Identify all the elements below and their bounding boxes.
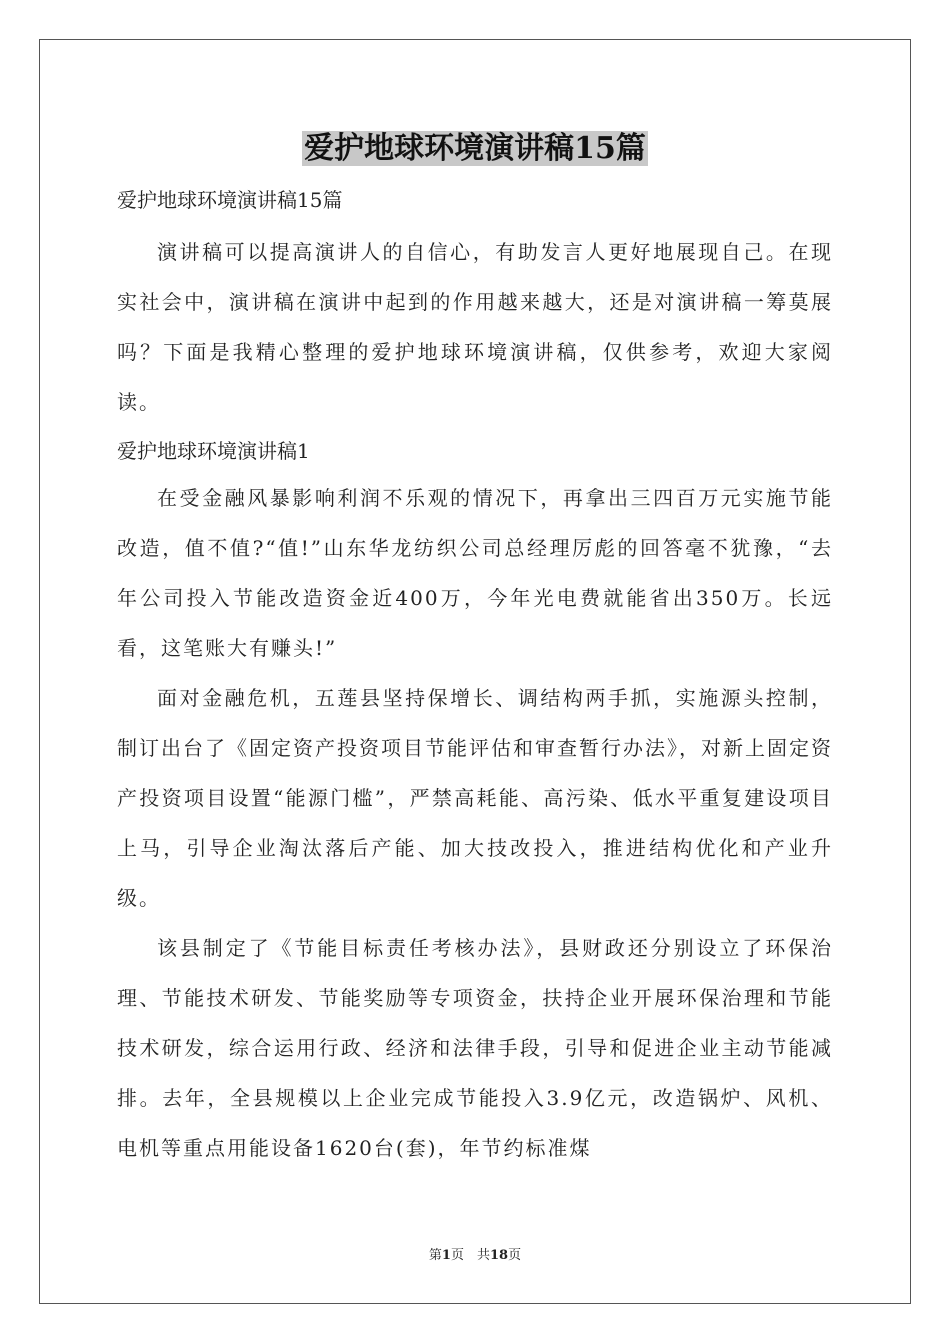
body-paragraph-3: 该县制定了《节能目标责任考核办法》，县财政还分别设立了环保治理、节能技术研发、节能奖励等专项资金，扶持企业开展环保治理和节能技术研发，综合运用行政、经济和法律手段，引导和促进企业主动节能减排。去年，全县规模以上企业完成节能投入3.9亿元，改造锅炉、风机、电机等重点用能设备1620台(套)，年节约标准煤 — [117, 936, 833, 1160]
body-paragraph-2: 面对金融危机，五莲县坚持保增长、调结构两手抓，实施源头控制，制订出台了《固定资产投资项目节能评估和审查暂行办法》，对新上固定资产投资项目设置“能源门槛”，严禁高耗能、高污染、低水平重复建设项目上马，引导企业淘汰落后产能、加大技改投入，推进结构优化和产业升级。 — [117, 686, 833, 910]
footer-prefix: 第 — [428, 1248, 442, 1263]
intro-paragraph: 演讲稿可以提高演讲人的自信心，有助发言人更好地展现自己。在现实社会中，演讲稿在演讲中起到的作用越来越大，还是对演讲稿一筹莫展吗？下面是我精心整理的爱护地球环境演讲稿，仅供参考，欢迎大家阅读。 — [117, 240, 833, 414]
document-subtitle: 爱护地球环境演讲稿15篇 — [117, 188, 343, 212]
footer-suffix: 页 — [508, 1248, 522, 1263]
footer-current-page: 1 — [441, 1248, 451, 1263]
footer-total-pages: 18 — [489, 1248, 509, 1263]
document-title-text: 爱护地球环境演讲稿15篇 — [304, 131, 646, 166]
section-heading: 爱护地球环境演讲稿1 — [117, 439, 310, 463]
page-footer — [0, 1246, 950, 1266]
footer-mid: 页 共 — [450, 1248, 490, 1263]
document-body — [117, 180, 833, 1173]
body-paragraph-1: 在受金融风暴影响利润不乐观的情况下，再拿出三四百万元实施节能改造，值不值?“值!”山东华龙纺织公司总经理厉彪的回答毫不犹豫，“去年公司投入节能改造资金近400万，今年光电费就能省出350万。长远看，这笔账大有赚头!” — [117, 486, 833, 660]
document-title — [0, 126, 950, 172]
